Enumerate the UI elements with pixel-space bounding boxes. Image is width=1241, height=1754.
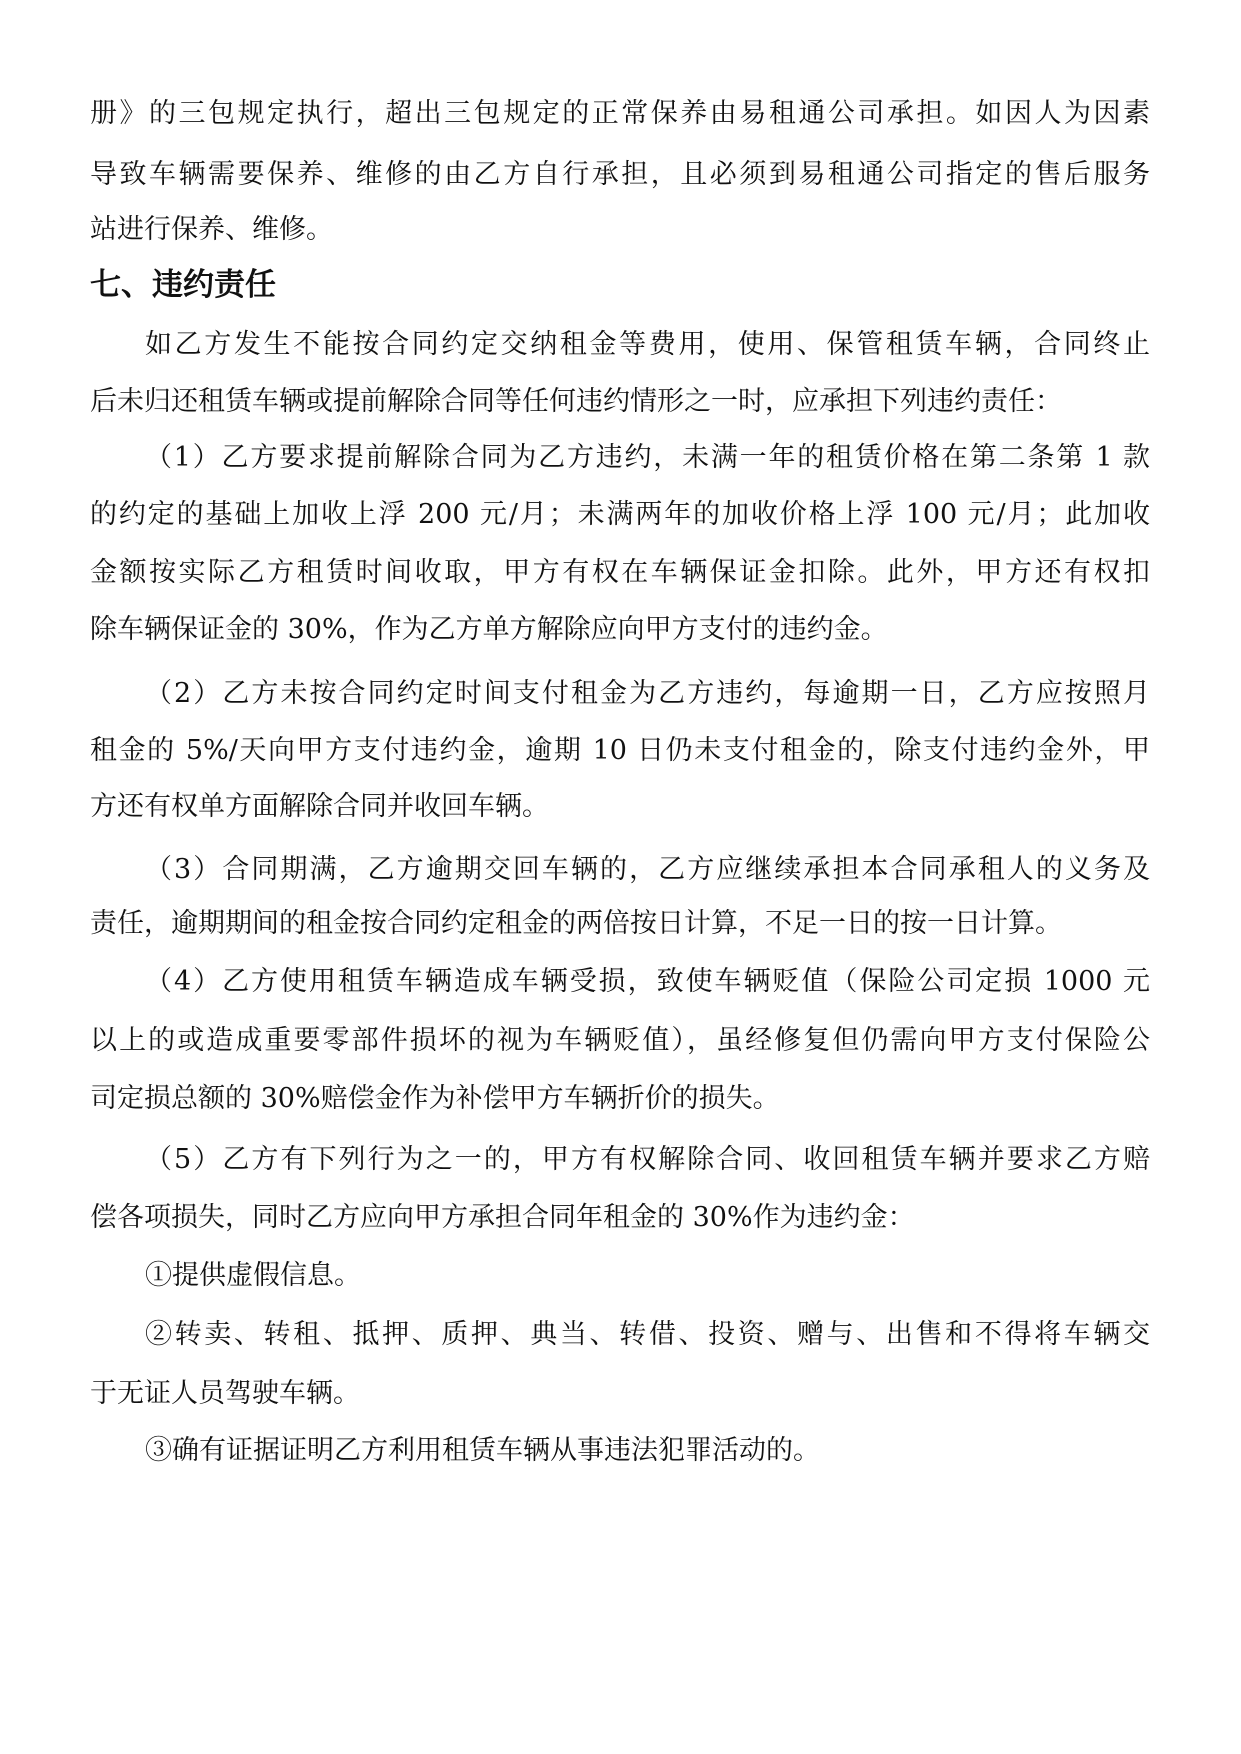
item5-line-2: 偿各项损失，同时乙方应向甲方承担合同年租金的 30%作为违约金： bbox=[90, 1202, 915, 1233]
item1-line-2: 的约定的基础上加收上浮 200 元/月；未满两年的加收价格上浮 100 元/月；此加收 bbox=[90, 499, 1150, 530]
item5-line-1: （5）乙方有下列行为之一的，甲方有权解除合同、收回租赁车辆并要求乙方赔 bbox=[145, 1144, 1150, 1175]
item4-line-1: （4）乙方使用租赁车辆造成车辆受损，致使车辆贬值（保险公司定损 1000 元 bbox=[145, 966, 1150, 997]
intro-line-3: 站进行保养、维修。 bbox=[90, 214, 333, 245]
preface-line-2: 后未归还租赁车辆或提前解除合同等任何违约情形之一时，应承担下列违约责任： bbox=[90, 386, 1062, 417]
preface-line-1: 如乙方发生不能按合同约定交纳租金等费用，使用、保管租赁车辆，合同终止 bbox=[145, 329, 1150, 360]
subitem2-line-1: ②转卖、转租、抵押、质押、典当、转借、投资、赠与、出售和不得将车辆交 bbox=[145, 1319, 1150, 1350]
intro-line-2: 导致车辆需要保养、维修的由乙方自行承担，且必须到易租通公司指定的售后服务 bbox=[90, 159, 1150, 190]
item1-line-4: 除车辆保证金的 30%，作为乙方单方解除应向甲方支付的违约金。 bbox=[90, 614, 888, 645]
item2-line-2: 租金的 5%/天向甲方支付违约金，逾期 10 日仍未支付租金的，除支付违约金外，甲 bbox=[90, 735, 1150, 766]
item1-line-1: （1）乙方要求提前解除合同为乙方违约，未满一年的租赁价格在第二条第 1 款 bbox=[145, 442, 1150, 473]
subitem3-line-1: ③确有证据证明乙方利用租赁车辆从事违法犯罪活动的。 bbox=[145, 1435, 820, 1466]
subitem2-line-2: 于无证人员驾驶车辆。 bbox=[90, 1378, 360, 1409]
item1-line-3: 金额按实际乙方租赁时间收取，甲方有权在车辆保证金扣除。此外，甲方还有权扣 bbox=[90, 557, 1150, 588]
item3-line-2: 责任，逾期期间的租金按合同约定租金的两倍按日计算，不足一日的按一日计算。 bbox=[90, 908, 1062, 939]
item2-line-1: （2）乙方未按合同约定时间支付租金为乙方违约，每逾期一日，乙方应按照月 bbox=[145, 678, 1150, 709]
item4-line-2: 以上的或造成重要零部件损坏的视为车辆贬值），虽经修复但仍需向甲方支付保险公 bbox=[90, 1025, 1150, 1056]
subitem1-line-1: ①提供虚假信息。 bbox=[145, 1260, 361, 1291]
item3-line-1: （3）合同期满，乙方逾期交回车辆的，乙方应继续承担本合同承租人的义务及 bbox=[145, 854, 1150, 885]
item2-line-3: 方还有权单方面解除合同并收回车辆。 bbox=[90, 791, 549, 822]
section-heading: 七、违约责任 bbox=[90, 267, 276, 303]
item4-line-3: 司定损总额的 30%赔偿金作为补偿甲方车辆折价的损失。 bbox=[90, 1083, 780, 1114]
intro-line-1: 册》的三包规定执行，超出三包规定的正常保养由易租通公司承担。如因人为因素 bbox=[90, 98, 1150, 129]
